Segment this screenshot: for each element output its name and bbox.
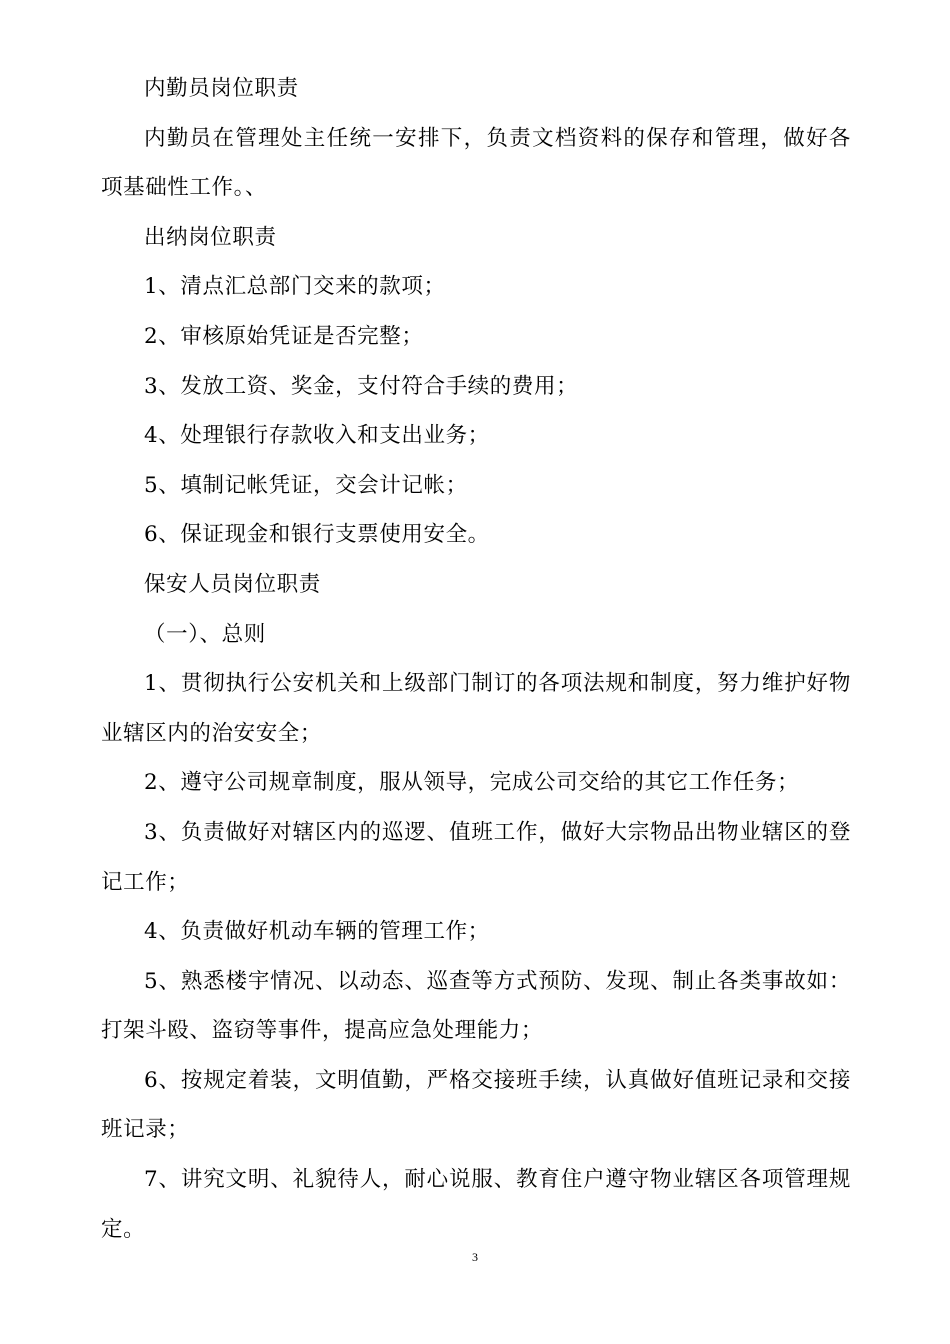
cashier-item-1: 1、清点汇总部门交来的款项； bbox=[144, 274, 446, 300]
security-item-2: 2、遵守公司规章制度，服从领导，完成公司交给的其它工作任务； bbox=[144, 770, 800, 796]
heading-security-duties: 保安人员岗位职责 bbox=[144, 571, 321, 597]
subheading-general: （一）、总则 bbox=[144, 621, 266, 647]
cashier-item-6: 6、保证现金和银行支票使用安全。 bbox=[144, 522, 490, 548]
cashier-item-5: 5、填制记帐凭证，交会计记帐； bbox=[144, 472, 468, 498]
security-item-7: 7、讲究文明、礼貌待人，耐心说服、教育住户遵守物业辖区各项管理规定。 bbox=[101, 1167, 851, 1242]
security-item-3: 3、负责做好对辖区内的巡逻、值班工作，做好大宗物品出物业辖区的登记工作； bbox=[101, 819, 851, 895]
cashier-item-4: 4、处理银行存款收入和支出业务； bbox=[144, 423, 490, 449]
security-item-4: 4、负责做好机动车辆的管理工作； bbox=[144, 919, 490, 945]
cashier-item-3: 3、发放工资、奖金，支付符合手续的费用； bbox=[144, 373, 579, 399]
security-item-1: 1、贯彻执行公安机关和上级部门制订的各项法规和制度，努力维护好物业辖区内的治安安全； bbox=[101, 671, 851, 746]
heading-cashier-duties: 出纳岗位职责 bbox=[144, 224, 277, 250]
security-item-6: 6、按规定着装，文明值勤，严格交接班手续，认真做好值班记录和交接班记录； bbox=[101, 1067, 851, 1143]
heading-clerk-duties: 内勤员岗位职责 bbox=[144, 76, 299, 101]
document-body bbox=[101, 64, 851, 1254]
clerk-duties-text: 内勤员在管理处主任统一安排下，负责文档资料的保存和管理，做好各项基础性工作。、 bbox=[101, 125, 851, 201]
cashier-item-2: 2、审核原始凭证是否完整； bbox=[144, 323, 424, 349]
page-number: 3 bbox=[472, 1250, 478, 1264]
security-item-5: 5、熟悉楼宇情况、以动态、巡查等方式预防、发现、制止各类事故如：打架斗殴、盗窃等事件，提高应急处理能力； bbox=[101, 968, 851, 1044]
